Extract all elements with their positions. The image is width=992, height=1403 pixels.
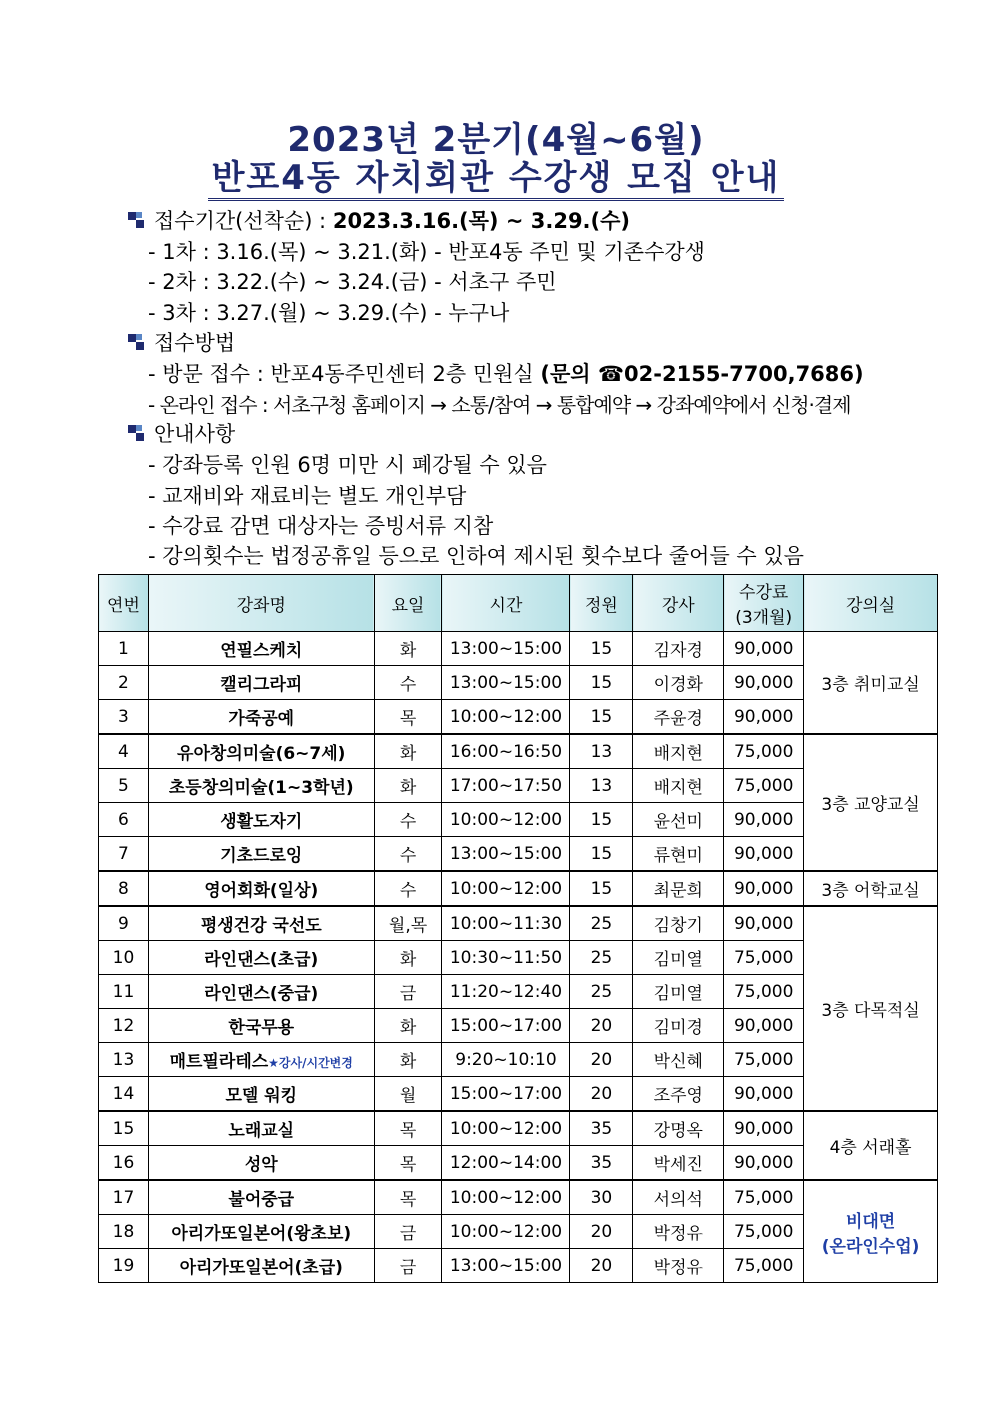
- cell-course-name: [148, 906, 374, 941]
- cell-fee: 90,000: [724, 700, 804, 735]
- course-name: 성악: [244, 1155, 278, 1175]
- notice-item: - 강의횟수는 법정공휴일 등으로 인하여 제시된 횟수보다 줄어들 수 있음: [148, 544, 804, 568]
- cell-course-name: [148, 871, 374, 906]
- cell-course-name: [148, 1249, 374, 1283]
- cell-no: 15: [99, 1111, 149, 1146]
- course-name: 평생건강 국선도: [200, 916, 322, 936]
- notice-section: [128, 418, 235, 448]
- course-name: 연필스케치: [220, 641, 303, 661]
- cell-day: 화: [374, 1009, 442, 1043]
- reception-period-section: [128, 205, 630, 235]
- course-name: 생활도자기: [220, 812, 303, 832]
- cell-course-name: [148, 1077, 374, 1112]
- notice-item: - 수강료 감면 대상자는 증빙서류 지참: [148, 514, 494, 538]
- cell-no: 1: [99, 632, 149, 666]
- header-day: 요일: [374, 575, 442, 632]
- table-row: [99, 632, 938, 666]
- online-reception: - 온라인 접수 : 서초구청 홈페이지 → 소통/참여 → 통합예약 → 강좌예약에서 신청·결제: [148, 393, 851, 417]
- cell-course-name: [148, 837, 374, 872]
- table-header-row: [99, 575, 938, 632]
- visit-contact: (문의 ☎02-2155-7700,7686): [540, 362, 864, 386]
- cell-fee: 90,000: [724, 837, 804, 872]
- table-row: [99, 1111, 938, 1146]
- cell-capacity: 15: [570, 871, 633, 906]
- cell-no: 18: [99, 1215, 149, 1249]
- cell-teacher: 윤선미: [633, 803, 724, 837]
- cell-course-name: [148, 1180, 374, 1215]
- cell-capacity: 13: [570, 769, 633, 803]
- reception-period-heading: 접수기간(선착순) :: [154, 209, 327, 233]
- cell-capacity: 35: [570, 1111, 633, 1146]
- cell-day: 수: [374, 803, 442, 837]
- cell-room: 4층 서래홀: [804, 1111, 938, 1180]
- cell-day: 목: [374, 1146, 442, 1181]
- cell-no: 12: [99, 1009, 149, 1043]
- cell-no: 11: [99, 975, 149, 1009]
- cell-day: 화: [374, 1043, 442, 1077]
- course-name: 초등창의미술(1~3학년): [168, 778, 354, 798]
- cell-course-name: [148, 803, 374, 837]
- cell-room: 3층 취미교실: [804, 632, 938, 735]
- cell-no: 4: [99, 734, 149, 769]
- cell-fee: 90,000: [724, 1146, 804, 1181]
- cell-day: 금: [374, 1215, 442, 1249]
- cell-course-name: [148, 1146, 374, 1181]
- course-name: 캘리그라피: [220, 675, 303, 695]
- cell-no: 3: [99, 700, 149, 735]
- cell-teacher: 박정유: [633, 1249, 724, 1283]
- cell-fee: 75,000: [724, 1249, 804, 1283]
- table-row: [99, 734, 938, 769]
- header-fee-line2: (3개월): [735, 608, 793, 628]
- cell-teacher: 김창기: [633, 906, 724, 941]
- reception-method-section: [128, 327, 235, 357]
- table-row: [99, 1180, 938, 1215]
- cell-capacity: 20: [570, 1215, 633, 1249]
- visit-reception-text: - 방문 접수 : 반포4동주민센터 2층 민원실: [148, 362, 534, 386]
- cell-day: 화: [374, 941, 442, 975]
- course-name: 노래교실: [228, 1121, 295, 1141]
- header-fee-line1: 수강료: [739, 583, 789, 603]
- course-name: 유아창의미술(6~7세): [177, 744, 346, 764]
- cell-no: 6: [99, 803, 149, 837]
- cell-no: 10: [99, 941, 149, 975]
- cell-time: 10:00~12:00: [442, 803, 570, 837]
- cell-course-name: [148, 1043, 374, 1077]
- cell-capacity: 15: [570, 666, 633, 700]
- cell-fee: 90,000: [724, 906, 804, 941]
- visit-reception: [148, 358, 864, 388]
- round-2: - 2차 : 3.22.(수) ~ 3.24.(금) - 서초구 주민: [148, 270, 557, 294]
- cell-fee: 90,000: [724, 1111, 804, 1146]
- course-change-note: ★강사/시간변경: [268, 1056, 353, 1070]
- cell-day: 금: [374, 975, 442, 1009]
- cell-no: 7: [99, 837, 149, 872]
- course-name: 모델 워킹: [225, 1086, 298, 1106]
- cell-day: 수: [374, 837, 442, 872]
- cell-time: 10:00~11:30: [442, 906, 570, 941]
- room-online-line2: (온라인수업): [821, 1236, 920, 1257]
- cell-time: 12:00~14:00: [442, 1146, 570, 1181]
- cell-capacity: 25: [570, 906, 633, 941]
- course-name: 라인댄스(중급): [204, 984, 319, 1004]
- cell-course-name: [148, 1009, 374, 1043]
- cell-fee: 75,000: [724, 975, 804, 1009]
- cell-capacity: 15: [570, 632, 633, 666]
- cell-teacher: 박정유: [633, 1215, 724, 1249]
- header-capacity: 정원: [570, 575, 633, 632]
- cell-time: 15:00~17:00: [442, 1077, 570, 1112]
- cell-day: 월: [374, 1077, 442, 1112]
- cell-room: 3층 교양교실: [804, 734, 938, 871]
- cell-teacher: 김미열: [633, 975, 724, 1009]
- cell-fee: 75,000: [724, 1180, 804, 1215]
- course-name: 아리가또일본어(초급): [179, 1258, 343, 1278]
- cell-teacher: 박신혜: [633, 1043, 724, 1077]
- cell-time: 13:00~15:00: [442, 632, 570, 666]
- cell-capacity: 20: [570, 1249, 633, 1283]
- cell-time: 10:00~12:00: [442, 1215, 570, 1249]
- cell-teacher: 주윤경: [633, 700, 724, 735]
- cell-fee: 75,000: [724, 941, 804, 975]
- cell-time: 11:20~12:40: [442, 975, 570, 1009]
- header-time: 시간: [442, 575, 570, 632]
- notice-item: - 강좌등록 인원 6명 미만 시 폐강될 수 있음: [148, 453, 547, 477]
- cell-day: 금: [374, 1249, 442, 1283]
- cell-no: 8: [99, 871, 149, 906]
- cell-teacher: 최문희: [633, 871, 724, 906]
- cell-course-name: [148, 769, 374, 803]
- cell-day: 수: [374, 871, 442, 906]
- cell-capacity: 25: [570, 941, 633, 975]
- cell-no: 9: [99, 906, 149, 941]
- bullet-square-icon: [128, 334, 144, 350]
- round-1: - 1차 : 3.16.(목) ~ 3.21.(화) - 반포4동 주민 및 기존수강생: [148, 240, 705, 264]
- cell-teacher: 류현미: [633, 837, 724, 872]
- cell-no: 13: [99, 1043, 149, 1077]
- title-line2: [0, 150, 992, 199]
- cell-fee: 90,000: [724, 666, 804, 700]
- cell-capacity: 20: [570, 1043, 633, 1077]
- cell-course-name: [148, 632, 374, 666]
- cell-course-name: [148, 734, 374, 769]
- cell-teacher: 서의석: [633, 1180, 724, 1215]
- cell-fee: 90,000: [724, 1009, 804, 1043]
- bullet-square-icon: [128, 425, 144, 441]
- cell-teacher: 김자경: [633, 632, 724, 666]
- cell-no: 5: [99, 769, 149, 803]
- cell-fee: 75,000: [724, 769, 804, 803]
- cell-fee: 75,000: [724, 1043, 804, 1077]
- reception-method-heading: 접수방법: [154, 331, 236, 355]
- title-line1: 2023년 2분기(4월~6월): [287, 120, 705, 160]
- cell-course-name: [148, 941, 374, 975]
- cell-no: 2: [99, 666, 149, 700]
- notice-heading: 안내사항: [154, 422, 236, 446]
- title-line2-text: 반포4동 자치회관 수강생 모집 안내: [208, 158, 785, 201]
- cell-capacity: 15: [570, 700, 633, 735]
- cell-capacity: 35: [570, 1146, 633, 1181]
- cell-capacity: 13: [570, 734, 633, 769]
- cell-teacher: 김미열: [633, 941, 724, 975]
- cell-teacher: 강명옥: [633, 1111, 724, 1146]
- cell-course-name: [148, 1215, 374, 1249]
- header-fee: [724, 575, 804, 632]
- cell-teacher: 김미경: [633, 1009, 724, 1043]
- cell-no: 19: [99, 1249, 149, 1283]
- cell-no: 16: [99, 1146, 149, 1181]
- cell-time: 10:30~11:50: [442, 941, 570, 975]
- cell-time: 10:00~12:00: [442, 1180, 570, 1215]
- notice-item: - 교재비와 재료비는 별도 개인부담: [148, 484, 467, 508]
- cell-course-name: [148, 1111, 374, 1146]
- cell-day: 화: [374, 734, 442, 769]
- cell-time: 13:00~15:00: [442, 666, 570, 700]
- cell-time: 10:00~12:00: [442, 1111, 570, 1146]
- table-row: [99, 871, 938, 906]
- cell-time: 16:00~16:50: [442, 734, 570, 769]
- cell-fee: 90,000: [724, 1077, 804, 1112]
- header-teacher: 강사: [633, 575, 724, 632]
- cell-capacity: 15: [570, 837, 633, 872]
- cell-time: 13:00~15:00: [442, 1249, 570, 1283]
- cell-day: 월,목: [374, 906, 442, 941]
- cell-course-name: [148, 666, 374, 700]
- cell-time: 9:20~10:10: [442, 1043, 570, 1077]
- cell-time: 10:00~12:00: [442, 871, 570, 906]
- cell-capacity: 15: [570, 803, 633, 837]
- table-row: [99, 906, 938, 941]
- cell-day: 화: [374, 769, 442, 803]
- header-name: 강좌명: [148, 575, 374, 632]
- course-name: 라인댄스(초급): [204, 950, 319, 970]
- cell-time: 10:00~12:00: [442, 700, 570, 735]
- cell-fee: 75,000: [724, 1215, 804, 1249]
- cell-time: 17:00~17:50: [442, 769, 570, 803]
- cell-no: 17: [99, 1180, 149, 1215]
- cell-teacher: 배지현: [633, 769, 724, 803]
- header-room: 강의실: [804, 575, 938, 632]
- course-name: 가죽공예: [228, 709, 295, 729]
- course-name: 아리가또일본어(왕초보): [171, 1224, 352, 1244]
- cell-room: [804, 1180, 938, 1283]
- cell-fee: 90,000: [724, 803, 804, 837]
- cell-capacity: 30: [570, 1180, 633, 1215]
- cell-day: 목: [374, 700, 442, 735]
- cell-fee: 90,000: [724, 632, 804, 666]
- cell-capacity: 20: [570, 1009, 633, 1043]
- cell-room: 3층 다목적실: [804, 906, 938, 1111]
- course-name: 매트필라테스: [169, 1052, 269, 1072]
- cell-day: 수: [374, 666, 442, 700]
- cell-no: 14: [99, 1077, 149, 1112]
- cell-fee: 90,000: [724, 871, 804, 906]
- cell-day: 목: [374, 1180, 442, 1215]
- cell-day: 목: [374, 1111, 442, 1146]
- course-name: 영어회화(일상): [204, 881, 319, 901]
- bullet-square-icon: [128, 212, 144, 228]
- round-3: - 3차 : 3.27.(월) ~ 3.29.(수) - 누구나: [148, 301, 510, 325]
- reception-period-range: 2023.3.16.(목) ~ 3.29.(수): [332, 209, 631, 233]
- cell-day: 화: [374, 632, 442, 666]
- cell-teacher: 배지현: [633, 734, 724, 769]
- cell-teacher: 박세진: [633, 1146, 724, 1181]
- cell-course-name: [148, 700, 374, 735]
- cell-time: 13:00~15:00: [442, 837, 570, 872]
- header-no: 연번: [99, 575, 149, 632]
- cell-teacher: 이경화: [633, 666, 724, 700]
- cell-teacher: 조주영: [633, 1077, 724, 1112]
- cell-time: 15:00~17:00: [442, 1009, 570, 1043]
- cell-room: 3층 어학교실: [804, 871, 938, 906]
- cell-capacity: 25: [570, 975, 633, 1009]
- room-online-line1: 비대면: [845, 1211, 896, 1232]
- cell-course-name: [148, 975, 374, 1009]
- course-table: [98, 574, 938, 1283]
- cell-fee: 75,000: [724, 734, 804, 769]
- course-name: 기초드로잉: [220, 846, 303, 866]
- cell-capacity: 20: [570, 1077, 633, 1112]
- course-name: 한국무용: [228, 1018, 295, 1038]
- course-name: 불어중급: [228, 1190, 295, 1210]
